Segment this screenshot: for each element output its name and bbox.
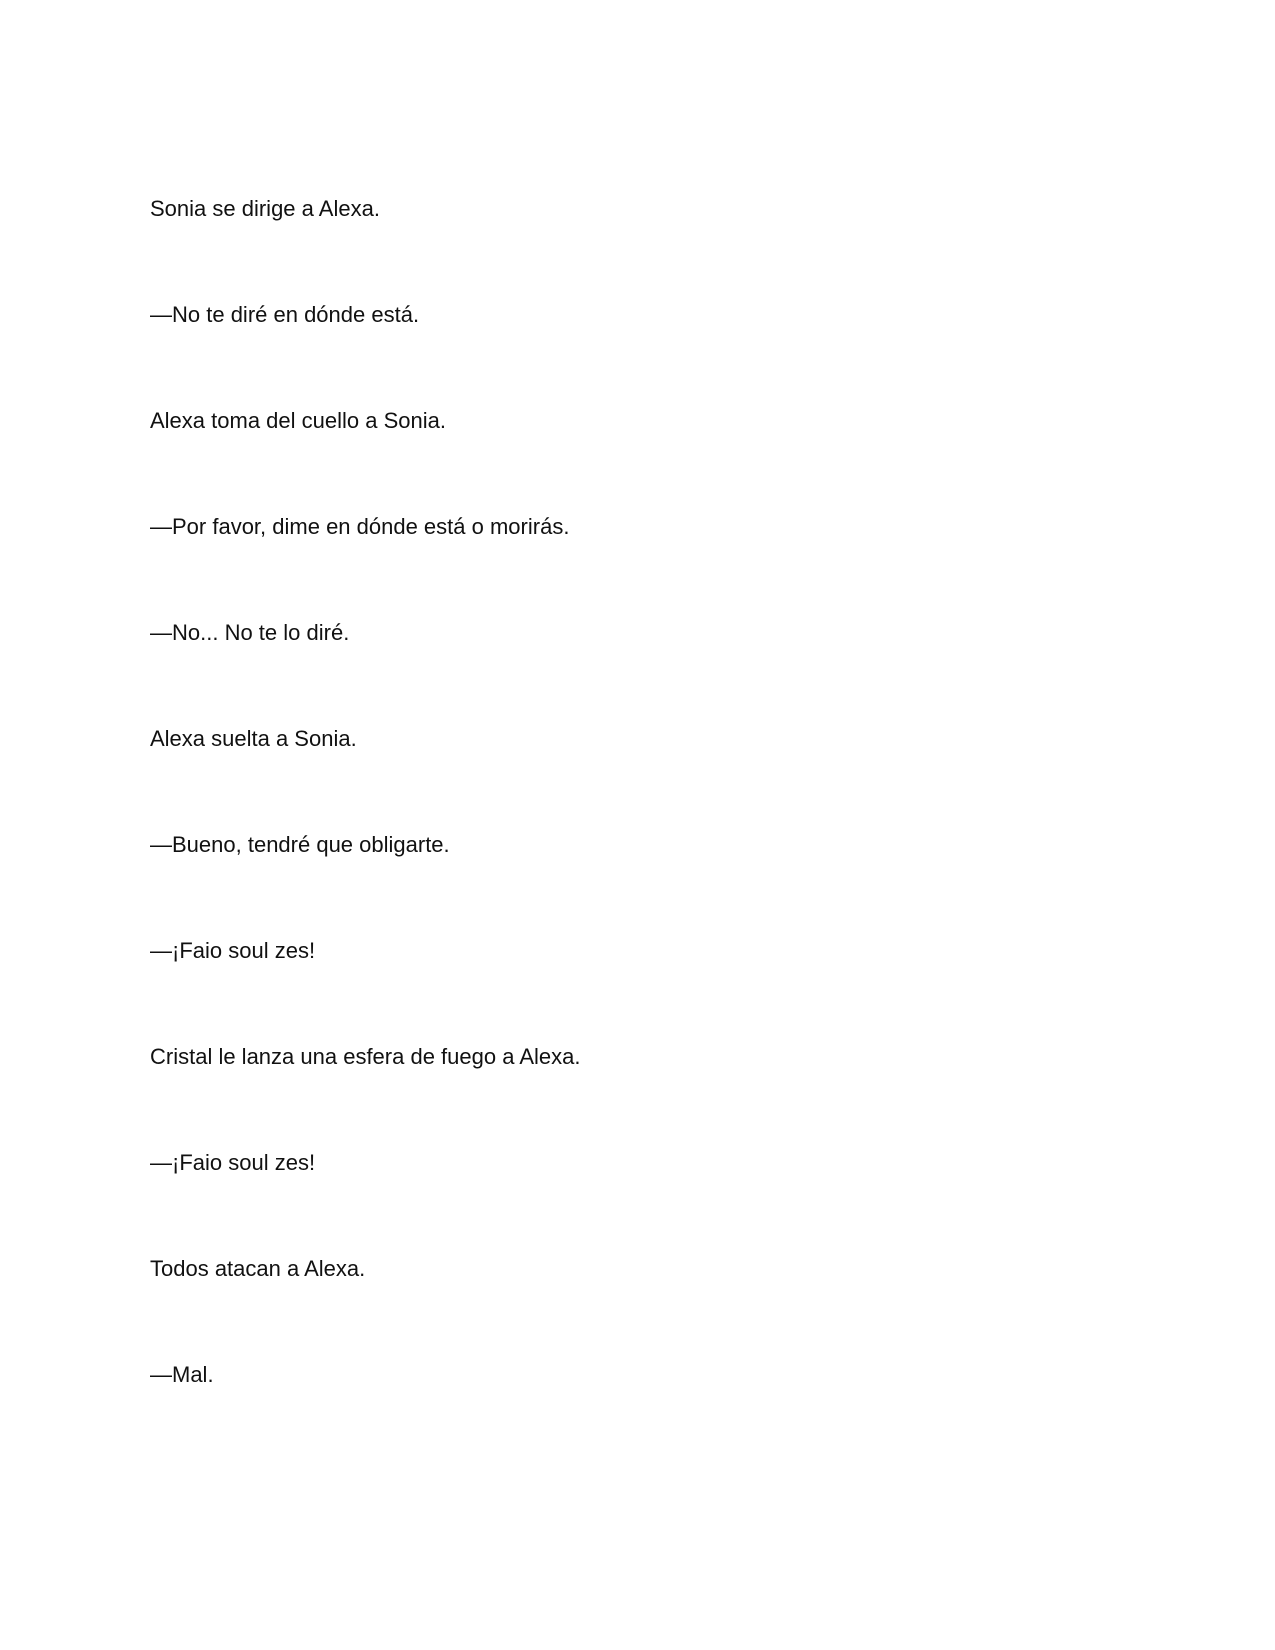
dialogue-line: —Por favor, dime en dónde está o morirás. [150, 514, 570, 539]
narration-line: Sonia se dirige a Alexa. [150, 196, 380, 221]
dialogue-line: —¡Faio soul zes! [150, 938, 316, 963]
dialogue-line: —Mal. [150, 1362, 214, 1387]
dialogue-line: —No... No te lo diré. [150, 620, 350, 645]
narration-line: Todos atacan a Alexa. [150, 1256, 366, 1281]
document-body [150, 196, 1150, 1468]
narration-line: Alexa toma del cuello a Sonia. [150, 408, 446, 433]
dialogue-line: —No te diré en dónde está. [150, 302, 420, 327]
dialogue-line: —¡Faio soul zes! [150, 1150, 316, 1175]
dialogue-line: —Bueno, tendré que obligarte. [150, 832, 450, 857]
narration-line: Alexa suelta a Sonia. [150, 726, 357, 751]
narration-line: Cristal le lanza una esfera de fuego a Alexa. [150, 1044, 581, 1069]
